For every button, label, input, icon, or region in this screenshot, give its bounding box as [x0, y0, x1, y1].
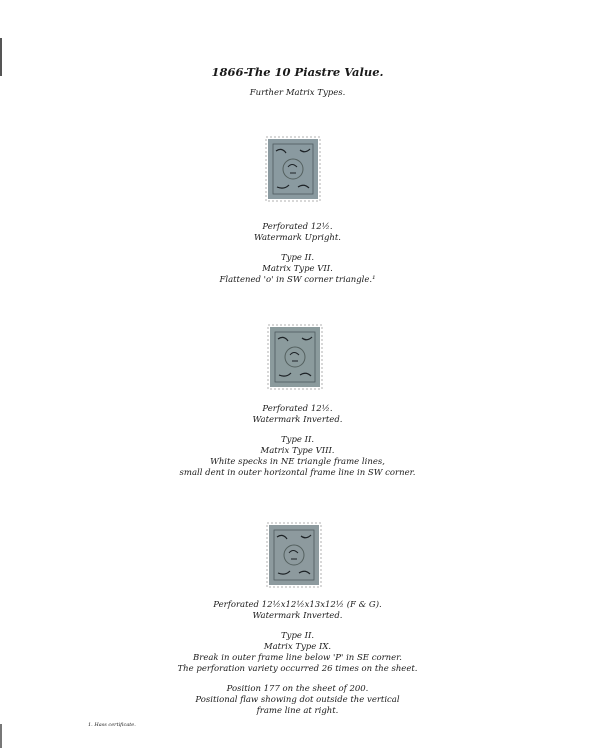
page-title: 1866-The 10 Piastre Value. — [211, 65, 384, 79]
desc-line: Watermark Inverted. — [252, 611, 343, 621]
desc-line: The perforation variety occurred 26 times on the sheet. — [177, 664, 418, 674]
desc-line: Type II. — [280, 631, 315, 641]
page-edge-mark-bottom — [0, 724, 2, 748]
stamp-description-2 — [0, 404, 595, 479]
desc-line: Matrix Type VII. — [262, 264, 333, 274]
desc-line: small dent in outer horizontal frame line in SW corner. — [179, 468, 416, 478]
desc-line: Break in outer frame line below 'P' in SE corner. — [193, 653, 402, 663]
desc-line: Watermark Inverted. — [252, 415, 343, 425]
desc-line: Type II. — [280, 253, 315, 263]
desc-line: Flattened 'o' in SW corner triangle.¹ — [219, 275, 376, 285]
stamp-image-2 — [266, 323, 324, 391]
desc-line: Perforated 12½. — [262, 404, 333, 414]
desc-line: Matrix Type VIII. — [260, 446, 335, 456]
desc-line: frame line at right. — [256, 706, 339, 716]
stamp-description-1 — [0, 222, 595, 286]
desc-line: Position 177 on the sheet of 200. — [226, 684, 369, 694]
desc-line: Type II. — [280, 435, 315, 445]
desc-line: Positional flaw showing dot outside the vertical — [195, 695, 400, 705]
stamp-image-3 — [265, 521, 323, 589]
desc-line: Matrix Type IX. — [263, 642, 332, 652]
desc-line: Watermark Upright. — [253, 233, 342, 243]
footnote: 1. Hass certificate. — [88, 722, 136, 728]
stamp-description-3 — [0, 600, 595, 717]
stamp-image-1 — [264, 135, 322, 203]
desc-line: Perforated 12½x12½x13x12½ (F & G). — [213, 600, 382, 610]
desc-line: White specks in NE triangle frame lines, — [210, 457, 385, 467]
page-subtitle: Further Matrix Types. — [249, 88, 346, 98]
desc-line: Perforated 12½. — [262, 222, 333, 232]
